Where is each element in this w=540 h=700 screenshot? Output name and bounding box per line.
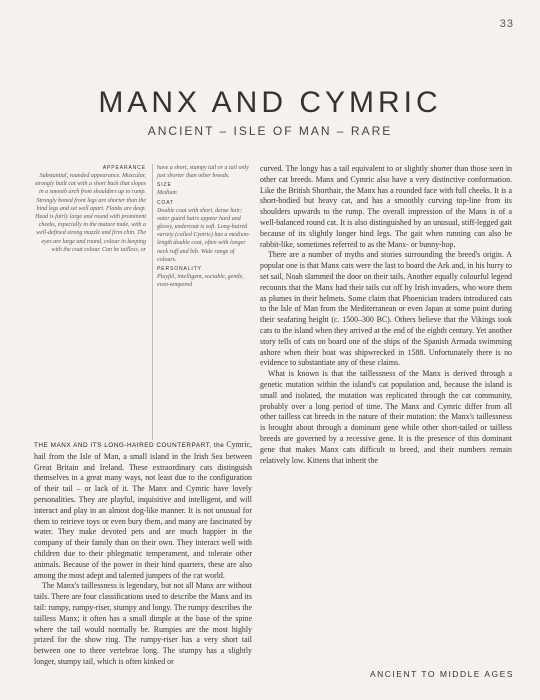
right-paragraph-1: curved. The longy has a tail equivalent to or slightly shorter than those seen in other cat breeds. Manx and Cymric also have a very distinctive conformation. Like the British Shorthair, the Manx has a rounded face with full cheeks. It is a short-bodied but heavy cat, and has a smoothly curving top-line from its shoulders upwards to the rump. The overall impression of the Manx is of a well-balanced round cat. It is also distinguished by an unusual, stiff-legged gait because of its slightly longer hind legs. The gait when running can also be rabbit-like, sometimes referred to as the Manx- or bunny-hop. <box>260 164 512 249</box>
left-column <box>34 164 252 668</box>
coat-text: Double coat with short, dense hair; outer guard hairs appear hard and glossy, undercoat is soft. Long-haired variety (called Cymric) has a medium-length double coat, often with longer neck ruff and bib. Wide range of colours. <box>157 207 250 263</box>
coat-heading: COAT <box>157 199 175 206</box>
fact-box-column-1 <box>34 164 152 440</box>
left-paragraph-1-text: Cymric, hail from the Isle of Man, a small island in the Irish Sea between Great Britain and Ireland. These extraordinary cats distinguish themselves in a great many ways, not least due to the configuration of their tail – or lack of it. The Manx and Cymric have lovely personalities. They are playful, inquisitive and intelligent, and will interact and play in an almost dog-like manner. It is not unusual for them to retrieve toys or even bury them, and many are fascinated by water. They make devoted pets and are much happier in the company of their family than on their own. They interact well with children due to their phlegmatic temperament, and tolerate other animals. Because of the power in their hind quarters, these are also among the most adept and talented jumpers of the cat world. <box>34 440 252 580</box>
running-footer: ANCIENT TO MIDDLE AGES <box>369 669 514 679</box>
left-paragraph-1 <box>34 440 252 581</box>
page-number: 33 <box>499 18 514 30</box>
left-paragraph-2: The Manx's taillessness is legendary, but not all Manx are without tails. There are four classifications used to describe the Manx and its tail: rumpy, rumpy-riser, stumpy and longy. The rumpy describes the tailless Manx; it often has a small dimple at the base of the spine where the tail would normally be. Rumpies are the most highly prized for the show ring. The rumpy-riser has a very short tail between one to three vertebrae long. The stumpy has a slightly longer, stumpy tail, which is often kinked or <box>34 581 252 666</box>
page-title: MANX AND CYMRIC <box>98 86 442 119</box>
appearance-heading: APPEARANCE <box>102 165 146 171</box>
size-heading: SIZE <box>157 182 172 189</box>
page-subtitle: ANCIENT – ISLE OF MAN – RARE <box>147 124 393 138</box>
appearance-continued: have a short, stumpy tail or a tail only just shorter than other breeds. <box>157 165 249 180</box>
fact-box <box>34 164 252 440</box>
lead-in-caps: THE MANX AND ITS LONG-HAIRED COUNTERPART, the <box>34 442 225 449</box>
appearance-text: Substantial, rounded appearance. Muscular, strongly built cat with a short back that slopes in a smooth arch from shoulders up to rump. Strongly boned front legs are shorter than the hind legs and set well apart. Flanks are deep. Head is fairly large and round with prominent cheeks, especially in the mature male, with a well-defined strong muzzle and firm chin. The eyes are large and round, colour in keeping with the coat colour. Can be tailless, or <box>34 173 146 253</box>
size-text: Medium <box>157 190 177 197</box>
right-paragraph-2: There are a number of myths and stories surrounding the breed's origin. A popular one is that Manx cats were the last to board the Ark and, in his hurry to set sail, Noah slammed the door on their tails. Another equally colourful legend recounts that the Manx had their tails cut off by Irish invaders, who wore them as plumes in their helmets. Some claim that Phoenician traders introduced cats to the Isle of Man from the Mediterranean or even Japan at some point during their seafaring height (c. 1500–300 BC). Others believe that the Vikings took cats to the island when they arrived at the end of the eighth century. Yet another story tells of cats on board one of the ships of the Spanish Armada swimming ashore when their boat was shipwrecked in 1588. Unfortunately there is no evidence to substantiate any of these claims. <box>260 250 512 368</box>
right-paragraph-3: What is known is that the taillessness of the Manx is derived through a genetic mutation within the island's cat population and, because the island is small and isolated, the mutation was replicated through the cat community, probably over a long period of time. The Manx and Cymric differ from all other tailless cat breeds in the nature of their mutation: the Manx's taillessness is brought about through a dominant gene while other short-tailed or tailless breeds are governed by a recessive gene. It is the presence of this dominant gene that makes Manx cats difficult to breed, and their numbers remain relatively low. Kittens that inherit the <box>260 369 512 465</box>
personality-text: Playful, intelligent, sociable, gentle, even-tempered <box>157 274 244 289</box>
left-body-text <box>34 440 252 668</box>
fact-box-column-2 <box>152 164 252 440</box>
right-column <box>260 164 512 466</box>
personality-heading: PERSONALITY <box>157 266 202 273</box>
